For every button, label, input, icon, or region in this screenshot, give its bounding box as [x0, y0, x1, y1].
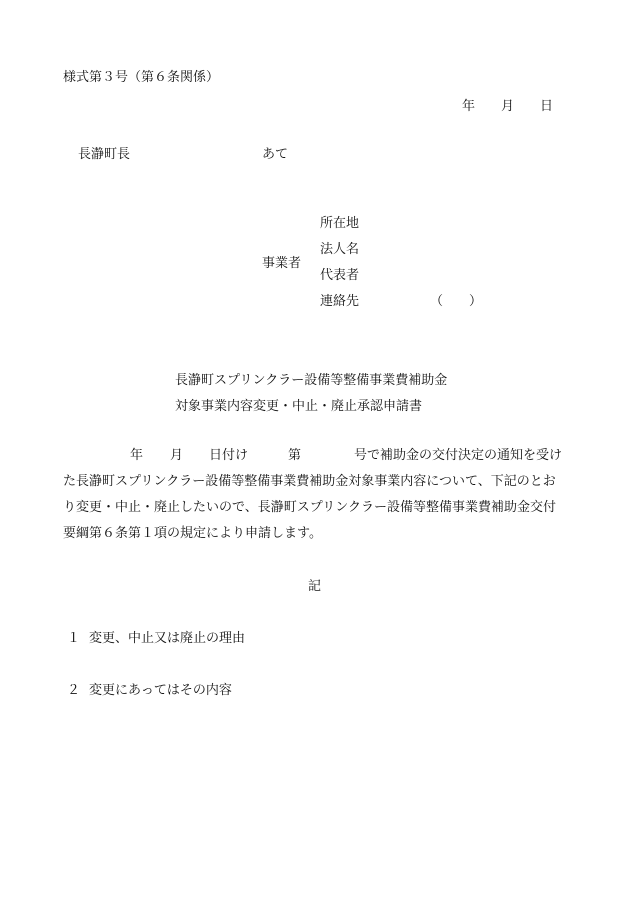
- body-number-prefix: 第: [288, 448, 302, 463]
- applicant-contact-parentheses: （ ）: [430, 294, 483, 309]
- addressee-suffix: あて: [262, 147, 289, 162]
- date-day-label: 日: [540, 99, 554, 114]
- date-year-label: 年: [462, 99, 476, 114]
- body-line-4: 要綱第６条第１項の規定により申請します。: [63, 526, 322, 541]
- body-line-3: り変更・中止・廃止したいので、長瀞町スプリンクラー設備等整備事業費補助金交付: [63, 500, 556, 515]
- document-title-line1: 長瀞町スプリンクラー設備等整備事業費補助金: [175, 373, 448, 388]
- item-2-number: ２: [67, 683, 81, 698]
- addressee-name: 長瀞町長: [78, 147, 131, 162]
- item-1-text: 変更、中止又は廃止の理由: [89, 631, 246, 646]
- applicant-address-label: 所在地: [320, 216, 360, 231]
- applicant-representative-label: 代表者: [320, 268, 360, 283]
- body-date-year: 年: [130, 448, 144, 463]
- item-1-number: １: [67, 631, 81, 646]
- body-date-month: 月: [170, 448, 184, 463]
- ki-heading: 記: [308, 579, 322, 594]
- body-date-day: 日付け: [209, 448, 249, 463]
- body-line-2: た長瀞町スプリンクラー設備等整備事業費補助金対象事業内容について、下記のとお: [63, 474, 556, 489]
- body-line1-rest: 号で補助金の交付決定の通知を受け: [354, 448, 563, 463]
- date-month-label: 月: [501, 99, 515, 114]
- application-date: [0, 95, 630, 114]
- form-number: 様式第３号（第６条関係）: [63, 70, 220, 85]
- applicant-label: 事業者: [262, 256, 302, 271]
- applicant-contact-label: 連絡先: [320, 294, 360, 309]
- applicant-corporation-label: 法人名: [320, 242, 360, 257]
- item-2-text: 変更にあってはその内容: [89, 683, 232, 698]
- document-title-line2: 対象事業内容変更・中止・廃止承認申請書: [175, 399, 423, 414]
